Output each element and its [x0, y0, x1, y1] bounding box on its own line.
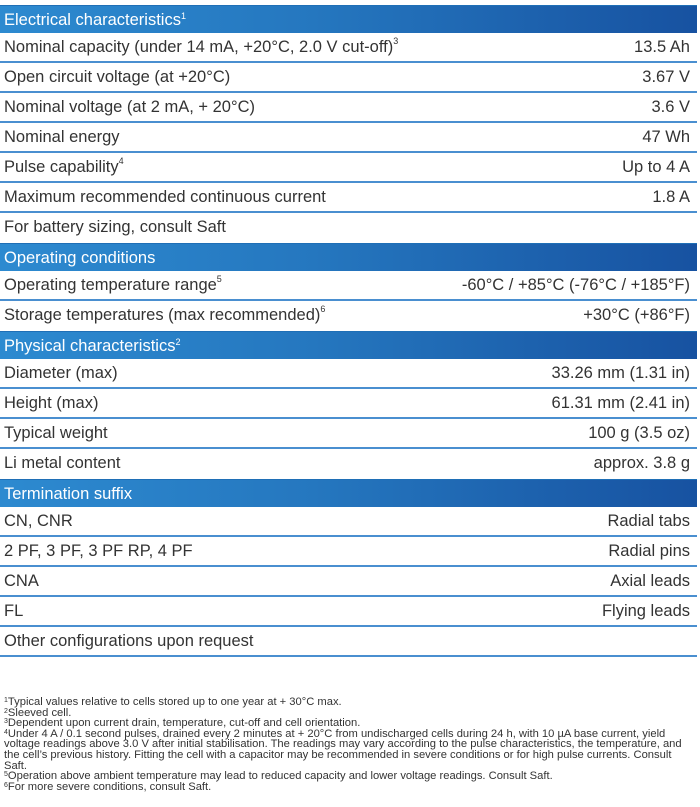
- table-row: [0, 597, 697, 627]
- table-row: [0, 449, 697, 479]
- section-title: Operating conditions: [4, 249, 156, 267]
- row-value: 1.8 A: [652, 187, 690, 206]
- row-label: Maximum recommended continuous current: [4, 187, 326, 206]
- footnotes: [4, 697, 696, 792]
- table-row: [0, 123, 697, 153]
- section-header-operating: [0, 243, 697, 271]
- footnote-ref: 3: [393, 35, 399, 46]
- footnote-2: $^2$Sleeved cell.: [4, 706, 72, 719]
- table-row: [0, 33, 697, 63]
- row-value: +30°C (+86°F): [583, 305, 690, 324]
- row-label: Storage temperatures (max recommended)$^6$: [4, 303, 326, 324]
- row-value: 100 g (3.5 oz): [588, 423, 690, 442]
- specifications-table: [0, 5, 697, 657]
- table-row: [0, 627, 697, 657]
- row-value: approx. 3.8 g: [593, 453, 690, 472]
- row-value: 13.5 Ah: [634, 37, 690, 56]
- row-label: Operating temperature range$^5$: [4, 273, 222, 294]
- row-label: 2 PF, 3 PF, 3 PF RP, 4 PF: [4, 541, 193, 560]
- row-label: Open circuit voltage (at +20°C): [4, 67, 231, 86]
- section-title: Electrical characteristics: [4, 11, 181, 29]
- row-label: Li metal content: [4, 453, 121, 472]
- row-value: Up to 4 A: [622, 157, 690, 176]
- table-row: [0, 183, 697, 213]
- table-row: [0, 507, 697, 537]
- row-value: Radial pins: [608, 541, 690, 560]
- row-value: Radial tabs: [607, 511, 690, 530]
- footnote-4: $^4$Under 4 A / 0.1 second pulses, drained every 2 minutes at + 20°C from undischarged cells during 24 h, with 10 µA base current, yield voltage readings above 3.0 V after initial stabilisation. The readings may vary according to the pulse characteristics, the temperature, and the cell’s previous history. Fitting the cell with a capacitor may be recommended in severe conditions or for high pulse currents. Consult Saft.: [4, 727, 682, 772]
- section-header-electrical: [0, 5, 697, 33]
- footnote-ref: 2: [175, 337, 181, 347]
- row-value: Axial leads: [610, 571, 690, 590]
- footnote-5: $^5$Operation above ambient temperature may lead to reduced capacity and lower voltage readings. Consult Saft.: [4, 770, 553, 783]
- table-row: [0, 301, 697, 331]
- row-label: Diameter (max): [4, 363, 118, 382]
- footnote-ref: 5: [216, 273, 222, 284]
- table-row: [0, 93, 697, 123]
- section-header-termination: [0, 479, 697, 507]
- row-value: 3.6 V: [651, 97, 690, 116]
- section-header-physical: [0, 331, 697, 359]
- section-title: Termination suffix: [4, 485, 133, 503]
- section-title: Physical characteristics: [4, 337, 176, 355]
- row-label: FL: [4, 601, 24, 620]
- row-value: 47 Wh: [642, 127, 690, 146]
- table-row: [0, 359, 697, 389]
- footnote-1: $^1$Typical values relative to cells stored up to one year at + 30°C max.: [4, 696, 342, 708]
- table-row: [0, 537, 697, 567]
- row-label: Nominal capacity (under 14 mA, +20°C, 2.0 V cut-off)$^3$: [4, 35, 399, 56]
- table-row: [0, 153, 697, 183]
- row-label: For battery sizing, consult Saft: [4, 217, 226, 236]
- row-label: Nominal voltage (at 2 mA, + 20°C): [4, 97, 255, 116]
- row-label: Height (max): [4, 393, 99, 412]
- footnote-ref: 4: [118, 155, 124, 166]
- table-row: [0, 63, 697, 93]
- table-row: [0, 567, 697, 597]
- table-row: [0, 419, 697, 449]
- table-row: [0, 389, 697, 419]
- row-value: 3.67 V: [642, 67, 690, 86]
- footnote-ref: 1: [180, 11, 186, 21]
- row-value: 33.26 mm (1.31 in): [551, 363, 690, 382]
- row-label: Nominal energy: [4, 127, 120, 146]
- row-label: Pulse capability$^4$: [4, 155, 124, 176]
- row-label: Other configurations upon request: [4, 631, 254, 650]
- row-value: 61.31 mm (2.41 in): [551, 393, 690, 412]
- table-row: [0, 271, 697, 301]
- row-label: CNA: [4, 571, 39, 590]
- row-label: Typical weight: [4, 423, 108, 442]
- footnote-6: $^6$For more severe conditions, consult Saft.: [4, 780, 212, 793]
- row-value: Flying leads: [601, 601, 690, 620]
- footnote-ref: 6: [320, 303, 326, 314]
- row-value: -60°C / +85°C (-76°C / +185°F): [461, 275, 690, 294]
- table-row: [0, 213, 697, 243]
- row-label: CN, CNR: [4, 511, 73, 530]
- footnote-3: $^3$Dependent upon current drain, temperature, cut-off and cell orientation.: [4, 717, 361, 730]
